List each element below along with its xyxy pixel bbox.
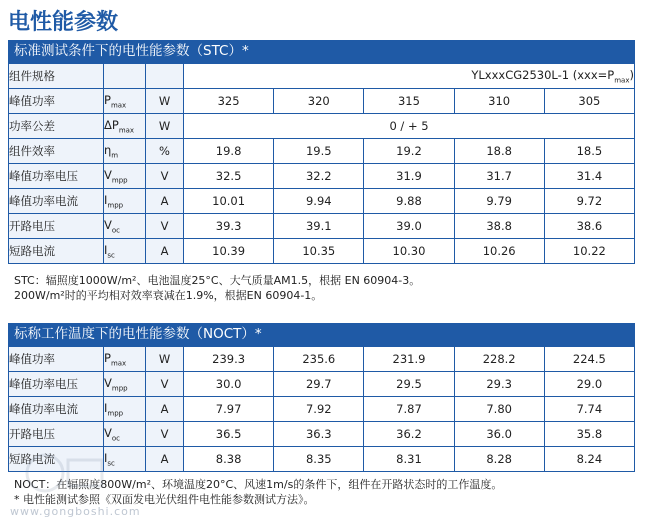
model-label: 组件规格 [9, 64, 104, 89]
symbol-text: I [104, 450, 108, 465]
param-symbol [104, 347, 146, 372]
value-cell: 36.2 [364, 422, 454, 447]
table-row [9, 372, 635, 397]
symbol-subscript: sc [107, 459, 115, 468]
value-cell: 29.3 [454, 372, 544, 397]
param-symbol [104, 397, 146, 422]
param-label: 开路电压 [9, 214, 104, 239]
model-row [9, 64, 635, 89]
symbol-text: I [104, 192, 108, 207]
value-cell: 31.4 [544, 164, 634, 189]
value-cell: 325 [184, 89, 274, 114]
value-cell: 7.97 [184, 397, 274, 422]
table-row [9, 139, 635, 164]
value-cell: 38.8 [454, 214, 544, 239]
param-label: 组件效率 [9, 139, 104, 164]
value-cell: 9.72 [544, 189, 634, 214]
param-unit: A [146, 447, 184, 472]
value-cell: 29.0 [544, 372, 634, 397]
page-title: 电性能参数 [8, 10, 119, 35]
value-cell: 32.5 [184, 164, 274, 189]
stc-note-2: 200W/m²时的平均相对效率衰减在1.9%，根据EN 60904-1。 [14, 289, 323, 302]
value-cell: 7.87 [364, 397, 454, 422]
param-label: 短路电流 [9, 447, 104, 472]
symbol-subscript: m [111, 151, 119, 160]
value-cell: 228.2 [454, 347, 544, 372]
symbol-subscript: oc [111, 434, 121, 443]
value-cell: 10.01 [184, 189, 274, 214]
table-row [9, 114, 635, 139]
symbol-subscript: mpp [107, 201, 124, 210]
watermark-logo-icon [20, 448, 110, 498]
param-symbol [104, 114, 146, 139]
param-symbol [104, 139, 146, 164]
value-cell: 39.0 [364, 214, 454, 239]
model-prefix: YLxxxCG2530L-1 (xxx=P [471, 67, 615, 82]
param-unit: W [146, 347, 184, 372]
value-cell: 224.5 [544, 347, 634, 372]
symbol-text: I [104, 242, 108, 257]
value-cell: 29.5 [364, 372, 454, 397]
value-cell: 7.92 [274, 397, 364, 422]
value-cell: 18.8 [454, 139, 544, 164]
param-label: 峰值功率电流 [9, 397, 104, 422]
param-label: 峰值功率电流 [9, 189, 104, 214]
table-row [9, 214, 635, 239]
param-symbol [104, 89, 146, 114]
value-cell: 10.35 [274, 239, 364, 264]
param-unit: % [146, 139, 184, 164]
value-cell: 39.3 [184, 214, 274, 239]
value-cell: 36.0 [454, 422, 544, 447]
symbol-text: P [104, 350, 111, 365]
symbol-subscript: mpp [111, 176, 128, 185]
stc-note-1: STC：辐照度1000W/m²、电池温度25°C、大气质量AM1.5，根据 EN 60904-3。 [14, 274, 421, 287]
symbol-text: η [104, 142, 112, 157]
param-label: 峰值功率电压 [9, 372, 104, 397]
value-cell: 19.5 [274, 139, 364, 164]
param-symbol [104, 164, 146, 189]
value-cell: 36.5 [184, 422, 274, 447]
param-unit: W [146, 114, 184, 139]
param-unit: V [146, 214, 184, 239]
value-cell: 19.8 [184, 139, 274, 164]
value-cell: 35.8 [544, 422, 634, 447]
table-row [9, 89, 635, 114]
symbol-subscript: max [110, 101, 127, 110]
value-cell: 31.7 [454, 164, 544, 189]
value-cell: 315 [364, 89, 454, 114]
stc-section-header: 标准测试条件下的电性能参数（STC）* [8, 40, 635, 63]
symbol-subscript: max [118, 126, 135, 135]
value-cell: 9.79 [454, 189, 544, 214]
param-unit: V [146, 422, 184, 447]
span-value-cell: 0 / + 5 [184, 114, 635, 139]
param-unit: W [146, 89, 184, 114]
param-unit: V [146, 372, 184, 397]
param-label: 峰值功率 [9, 89, 104, 114]
value-cell: 235.6 [274, 347, 364, 372]
param-label: 功率公差 [9, 114, 104, 139]
noct-note-2: * 电性能测试参照《双面发电光伏组件电性能参数测试方法》。 [14, 493, 315, 506]
noct-note-1: NOCT：在辐照度800W/m²、环境温度20°C、风速1m/s的条件下，组件在开路状态时的工作温度。 [14, 478, 503, 491]
value-cell: 10.22 [544, 239, 634, 264]
value-cell: 310 [454, 89, 544, 114]
symbol-subscript: sc [107, 251, 115, 260]
value-cell: 320 [274, 89, 364, 114]
param-label: 开路电压 [9, 422, 104, 447]
table-row [9, 347, 635, 372]
value-cell: 9.88 [364, 189, 454, 214]
watermark-text: www.gongboshi.com [10, 505, 141, 518]
symbol-text: V [104, 375, 112, 390]
empty-cell [146, 64, 184, 89]
value-cell: 10.26 [454, 239, 544, 264]
table-row [9, 164, 635, 189]
value-cell: 8.31 [364, 447, 454, 472]
param-symbol [104, 189, 146, 214]
symbol-subscript: mpp [107, 409, 124, 418]
symbol-text: V [104, 167, 112, 182]
value-cell: 231.9 [364, 347, 454, 372]
param-unit: V [146, 164, 184, 189]
table-row [9, 397, 635, 422]
param-label: 短路电流 [9, 239, 104, 264]
stc-table [8, 63, 635, 264]
param-unit: A [146, 239, 184, 264]
symbol-subscript: max [110, 359, 127, 368]
value-cell: 30.0 [184, 372, 274, 397]
value-cell: 305 [544, 89, 634, 114]
param-unit: A [146, 189, 184, 214]
param-unit: A [146, 397, 184, 422]
value-cell: 9.94 [274, 189, 364, 214]
model-subscript: max [614, 76, 630, 85]
value-cell: 32.2 [274, 164, 364, 189]
param-symbol [104, 422, 146, 447]
value-cell: 8.35 [274, 447, 364, 472]
noct-section-header: 标称工作温度下的电性能参数（NOCT）* [8, 323, 635, 346]
symbol-text: I [104, 400, 108, 415]
value-cell: 10.30 [364, 239, 454, 264]
param-label: 峰值功率电压 [9, 164, 104, 189]
value-cell: 239.3 [184, 347, 274, 372]
empty-cell [104, 64, 146, 89]
param-symbol [104, 239, 146, 264]
table-row [9, 239, 635, 264]
value-cell: 8.38 [184, 447, 274, 472]
symbol-text: V [104, 425, 112, 440]
value-cell: 19.2 [364, 139, 454, 164]
value-cell: 31.9 [364, 164, 454, 189]
table-row [9, 189, 635, 214]
symbol-subscript: oc [111, 226, 121, 235]
value-cell: 10.39 [184, 239, 274, 264]
value-cell: 8.28 [454, 447, 544, 472]
model-value [184, 64, 635, 89]
value-cell: 38.6 [544, 214, 634, 239]
value-cell: 7.74 [544, 397, 634, 422]
model-suffix: ) [629, 67, 634, 82]
value-cell: 36.3 [274, 422, 364, 447]
symbol-text: ΔP [104, 117, 119, 132]
param-symbol [104, 372, 146, 397]
value-cell: 18.5 [544, 139, 634, 164]
param-symbol [104, 214, 146, 239]
symbol-text: V [104, 217, 112, 232]
value-cell: 7.80 [454, 397, 544, 422]
param-label: 峰值功率 [9, 347, 104, 372]
symbol-subscript: mpp [111, 384, 128, 393]
value-cell: 8.24 [544, 447, 634, 472]
value-cell: 39.1 [274, 214, 364, 239]
table-row [9, 422, 635, 447]
symbol-text: P [104, 92, 111, 107]
value-cell: 29.7 [274, 372, 364, 397]
